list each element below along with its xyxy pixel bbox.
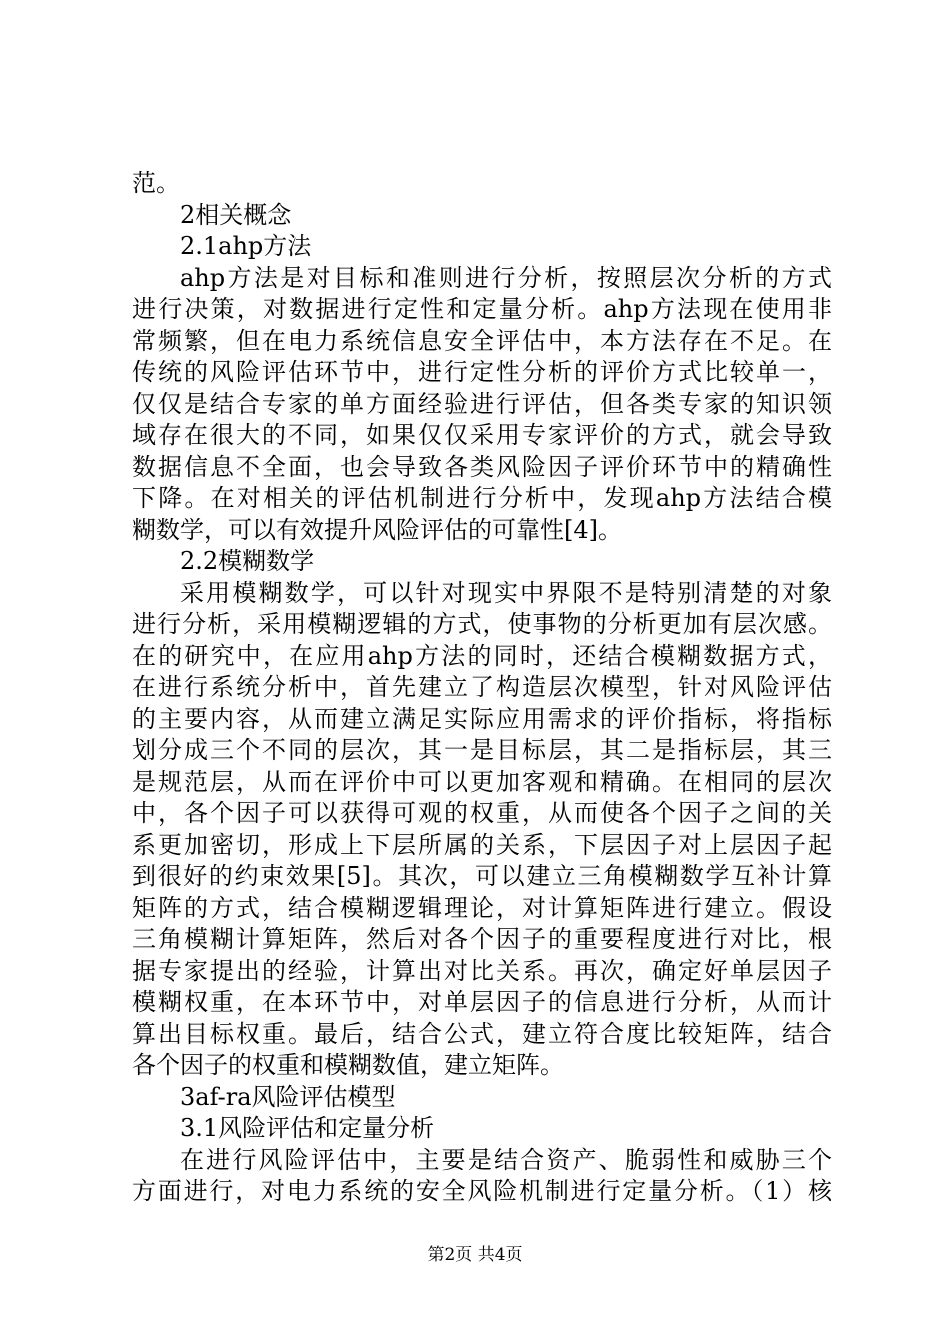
text-line: 2相关概念 [180,200,292,229]
text-line: 中，各个因子可以获得可观的权重，从而使各个因子之间的关 [132,799,832,827]
text-line: 方面进行，对电力系统的安全风险机制进行定量分析。（1）核 [132,1177,832,1205]
text-line: 算出目标权重。最后，结合公式，建立符合度比较矩阵，结合 [132,1019,832,1048]
body-text [132,168,832,1208]
text-line: 2.2模糊数学 [180,547,315,575]
text-line: 糊数学，可以有效提升风险评估的可靠性[4]。 [132,515,622,544]
text-line: 范。 [132,169,180,197]
page-footer: 第2页 共4页 [427,1245,523,1265]
text-line: 常频繁，但在电力系统信息安全评估中，本方法存在不足。在 [132,326,832,355]
text-line: 进行决策，对数据进行定性和定量分析。ahp方法现在使用非 [132,295,832,323]
text-line: 采用模糊数学，可以针对现实中界限不是特别清楚的对象 [180,578,832,607]
text-line: ahp方法是对目标和准则进行分析，按照层次分析的方式 [180,263,832,292]
text-line: 模糊权重，在本环节中，对单层因子的信息进行分析，从而计 [132,988,832,1016]
text-line: 矩阵的方式，结合模糊逻辑理论，对计算矩阵进行建立。假设 [132,893,832,922]
text-line: 进行分析，采用模糊逻辑的方式，使事物的分析更加有层次感。 [132,610,832,638]
text-line: 数据信息不全面，也会导致各类风险因子评价环节中的精确性 [132,452,832,481]
text-line: 传统的风险评估环节中，进行定性分析的评价方式比较单一， [132,358,832,386]
text-line: 下降。在对相关的评估机制进行分析中，发现ahp方法结合模 [132,484,832,512]
text-line: 在进行风险评估中，主要是结合资产、脆弱性和威胁三个 [180,1145,832,1174]
text-line: 3af-ra风险评估模型 [180,1082,396,1111]
text-line: 在的研究中，在应用ahp方法的同时，还结合模糊数据方式， [132,641,832,670]
text-line: 2.1ahp方法 [180,232,312,260]
text-line: 据专家提出的经验，计算出对比关系。再次，确定好单层因子 [132,956,832,985]
text-line: 3.1风险评估和定量分析 [180,1114,435,1142]
text-line: 在进行系统分析中，首先建立了构造层次模型，针对风险评估 [132,673,832,701]
text-line: 划分成三个不同的层次，其一是目标层，其二是指标层，其三 [132,736,832,764]
text-line: 是规范层，从而在评价中可以更加客观和精确。在相同的层次 [132,767,832,796]
text-line: 域存在很大的不同，如果仅仅采用专家评价的方式，就会导致 [132,421,832,449]
text-line: 系更加密切，形成上下层所属的关系，下层因子对上层因子起 [132,830,832,859]
text-line: 的主要内容，从而建立满足实际应用需求的评价指标，将指标 [132,704,832,733]
text-line: 各个因子的权重和模糊数值，建立矩阵。 [132,1051,564,1079]
text-line: 仅仅是结合专家的单方面经验进行评估，但各类专家的知识领 [132,389,832,418]
text-line: 三角模糊计算矩阵，然后对各个因子的重要程度进行对比，根 [132,925,832,953]
text-line: 到很好的约束效果[5]。其次，可以建立三角模糊数学互补计算 [132,862,832,890]
